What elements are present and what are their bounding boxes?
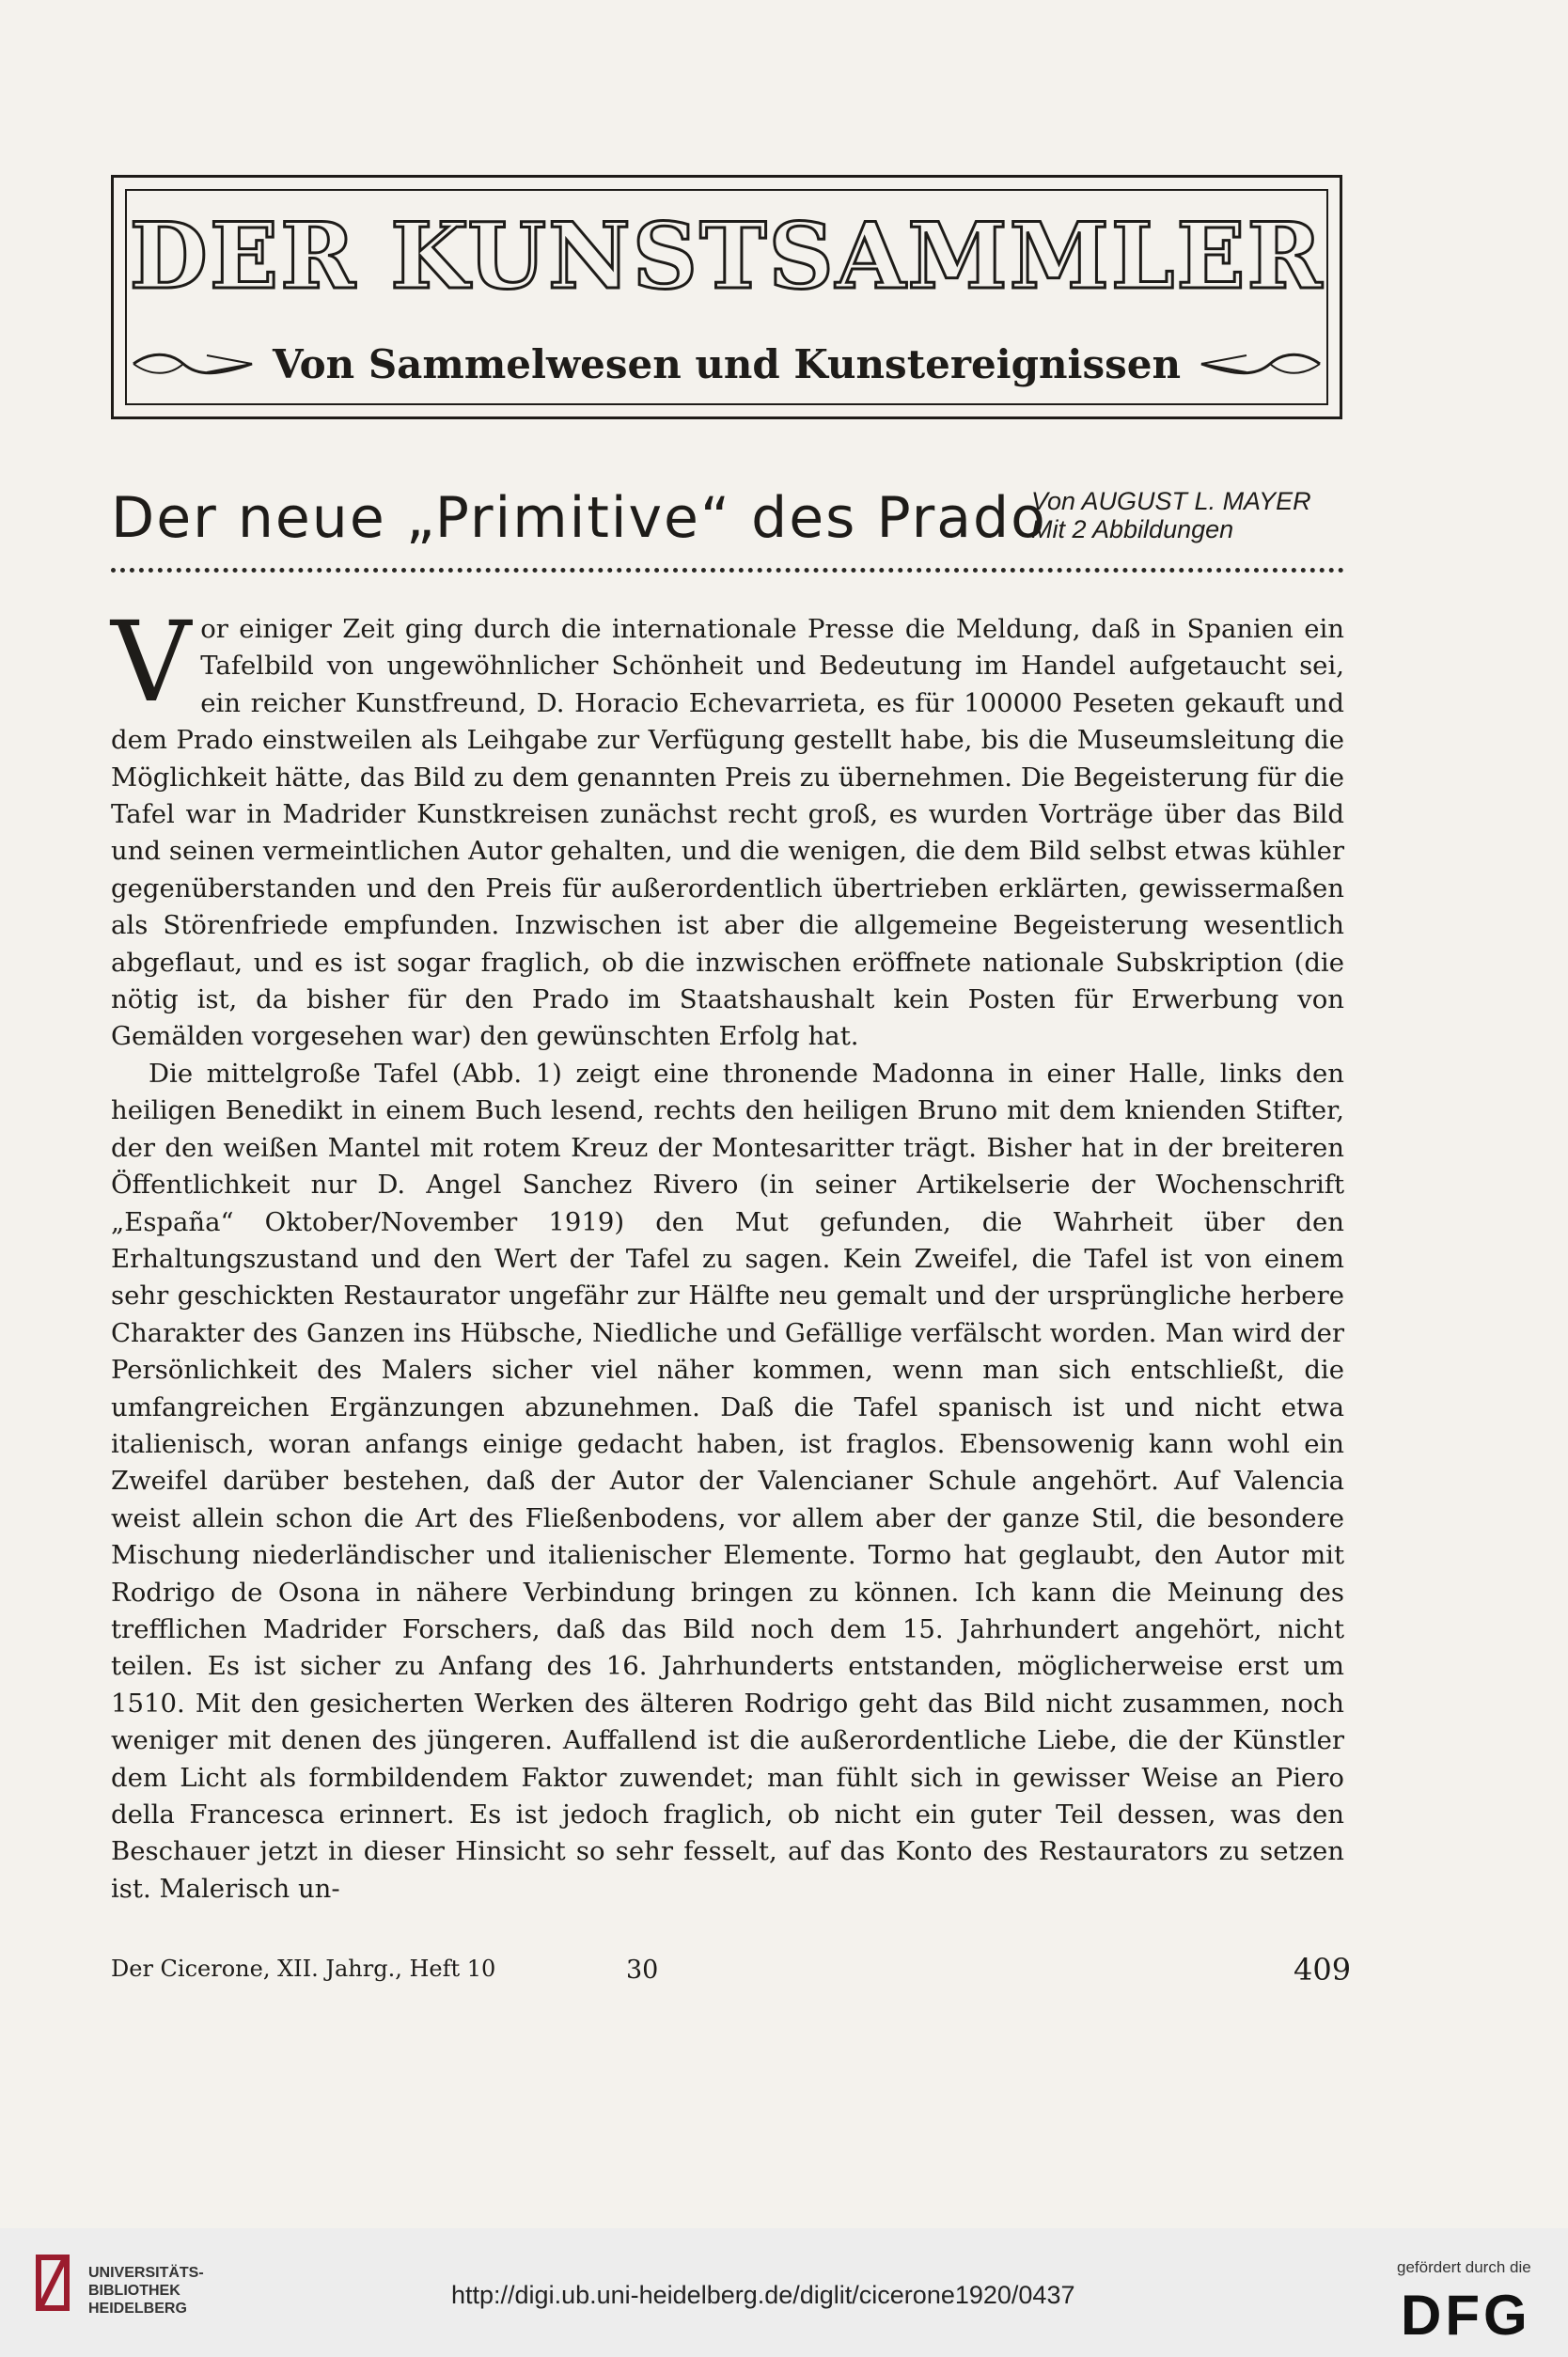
university-library-logo-icon (34, 2253, 71, 2313)
dotted-divider (111, 568, 1344, 573)
article-body (111, 597, 1344, 1908)
byline-illustrations: Mit 2 Abbildungen (1031, 515, 1234, 543)
paragraph-2: Die mittelgroße Tafel (Abb. 1) zeigt eine thronende Madonna in einer Halle, links den heiligen Benedikt in einem Buch lesend, rechts den heiligen Bruno mit dem knienden Stifter, der den weißen Mantel mit rotem Kreuz der Montesaritter trägt. Bisher hat in der breiteren Öffentlichkeit nur D. Angel Sanchez Rivero (in seiner Artikelserie der Wochenschrift „España“ Oktober/November 1919) den Mut gefunden, die Wahrheit über den Erhaltungszustand und den Wert der Tafel zu sagen. Kein Zweifel, die Tafel ist von einem sehr geschickten Restaurator ungefähr zur Hälfte neu gemalt und der ursprüngliche herbere Charakter des Ganzen ins Hübsche, Niedliche und Gefällige verfälscht worden. Man wird der Persönlichkeit des Malers sicher viel näher kommen, wenn man sich entschließt, die umfangreichen Ergänzungen abzunehmen. Daß die Tafel spanisch ist und nicht etwa italienisch, woran anfangs einige gedacht haben, ist fraglos. Ebensowenig kann wohl ein Zweifel darüber bestehen, daß der Autor der Valencianer Schule angehört. Auf Valencia weist allein schon die Art des Fließenbodens, vor allem aber der ganze Stil, die besondere Mischung niederländischer und italienischer Elemente. Tormo hat geglaubt, den Autor mit Rodrigo de Osona in nähere Verbindung bringen zu können. Ich kann die Meinung des trefflichen Madrider Forschers, daß das Bild noch dem 15. Jahrhundert angehört, nicht teilen. Es ist sicher zu Anfang des 16. Jahrhunderts entstanden, möglicherweise erst um 1510. Mit den gesicherten Werken des älteren Rodrigo geht das Bild nicht zusammen, noch weniger mit denen des jüngeren. Auffallend ist die außerordentliche Liebe, die der Künstler dem Licht als formbildendem Faktor zuwendet; man fühlt sich in gewisser Weise an Piero della Francesca erinnert. Es ist jedoch fraglich, ob nicht ein guter Teil dessen, was den Beschauer jetzt in dieser Hinsicht so sehr fesselt, auf das Konto des Restaurators zu setzen ist. Malerisch un- (111, 1058, 1344, 1904)
library-line-2: BIBLIOTHEK (88, 2283, 180, 2299)
paragraph-1-text: or einiger Zeit ging durch die internationale Presse die Meldung, daß in Spanien ein Tafelbild von ungewöhnlicher Schönheit und Bedeutung im Handel aufgetaucht sei, ein reicher Kunstfreund, D. Horacio Echevarrieta, es für 100000 Peseten gekauft und dem Prado einstweilen als Leihgabe zur Verfügung gestellt habe, bis die Museumsleitung die Möglichkeit hätte, das Bild zu dem genannten Preis zu übernehmen. Die Begeisterung für die Tafel war in Madrider Kunstkreisen zunächst recht groß, es wurden Vorträge über das Bild und seinen vermeintlichen Autor gehalten, und die wenigen, die dem Bild selbst etwas kühler gegenüberstanden und den Preis für außerordentlich übertrieben erklärten, gewissermaßen als Störenfriede empfunden. Inzwischen ist aber die allgemeine Begeisterung wesentlich abgeflaut, und es ist sogar fraglich, ob die inzwischen eröffnete nationale Subskription (die nötig ist, da bisher für den Prado im Staatshaushalt kein Posten für Erwerbung von Gemälden vorgesehen war) den gewünschten Erfolg hat. (111, 614, 1344, 1052)
library-line-1: UNIVERSITÄTS- (88, 2265, 204, 2281)
drop-cap: V (111, 597, 192, 727)
masthead-subtitle-row (127, 336, 1326, 392)
footer-signature: 30 (626, 1956, 659, 1985)
funding-caption: gefördert durch die (1397, 2258, 1531, 2276)
left-flourish-icon (132, 350, 254, 378)
footer-page-number: 409 (1294, 1952, 1352, 1988)
university-library-name (88, 2264, 204, 2318)
paragraph-1 (111, 597, 1344, 1056)
masthead-subtitle: Von Sammelwesen und Kunstereignissen (272, 340, 1182, 387)
archive-url-link[interactable]: http://digi.ub.uni-heidelberg.de/diglit/cicerone1920/0437 (451, 2281, 1075, 2309)
dfg-logo: DFG (1401, 2284, 1531, 2347)
byline-author: Von AUGUST L. MAYER (1031, 487, 1311, 515)
article-title: Der neue „Primitive“ des Prado (111, 485, 1047, 551)
byline (1031, 487, 1351, 543)
masthead-title: DER KUNSTSAMMLER (129, 203, 1325, 309)
footer-journal: Der Cicerone, XII. Jahrg., Heft 10 (111, 1956, 496, 1982)
right-flourish-icon (1200, 350, 1322, 378)
masthead-frame (111, 175, 1342, 419)
masthead-inner-frame (125, 189, 1328, 405)
library-line-3: HEIDELBERG (88, 2301, 187, 2317)
